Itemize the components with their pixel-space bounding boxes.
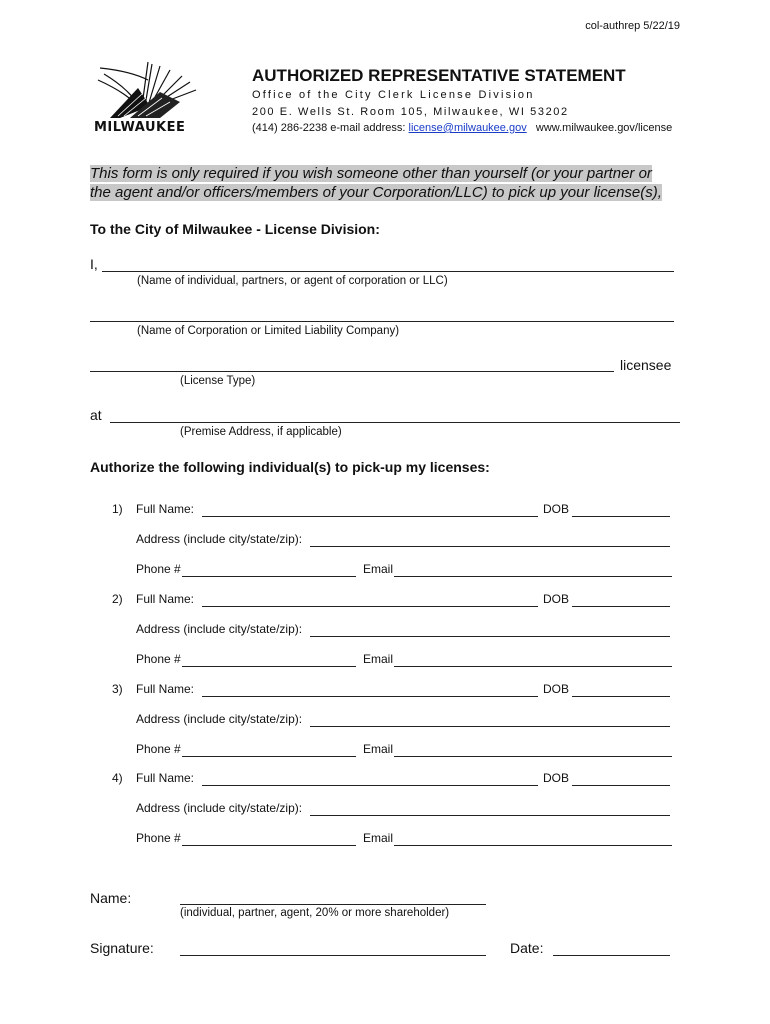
- authorize-heading: Authorize the following individual(s) to pick-up my licenses:: [90, 459, 490, 475]
- email-link[interactable]: license@milwaukee.gov: [408, 122, 527, 134]
- form-reference-code: col-authrep 5/22/19: [585, 20, 680, 32]
- address-field[interactable]: [310, 636, 670, 637]
- phone-field[interactable]: [182, 576, 356, 577]
- email-label: Email: [363, 742, 394, 756]
- full-name-label: Full Name:: [136, 682, 195, 696]
- website-link[interactable]: www.milwaukee.gov/license: [535, 122, 673, 134]
- individual-number: 3): [112, 682, 123, 696]
- address-field[interactable]: [310, 546, 670, 547]
- email-label: Email: [363, 652, 394, 666]
- corp-caption: (Name of Corporation or Limited Liability Company): [137, 325, 400, 337]
- name-label: Name:: [90, 890, 132, 906]
- i-prefix: I,: [90, 256, 98, 272]
- phone-label: Phone #: [136, 831, 181, 845]
- signer-name-field[interactable]: [180, 904, 486, 905]
- full-name-label: Full Name:: [136, 771, 195, 785]
- notice-text: This form is only required if you wish someone other than yourself (or your partner or the agent and/or officers/members of your Corporation/LLC) to pick up your license(s),: [90, 165, 662, 201]
- corporation-name-field[interactable]: [90, 321, 674, 322]
- salutation: To the City of Milwaukee - License Division:: [90, 221, 380, 237]
- premise-address-field[interactable]: [110, 422, 680, 423]
- license-type-caption: (License Type): [180, 375, 256, 387]
- full-name-label: Full Name:: [136, 502, 195, 516]
- full-name-label: Full Name:: [136, 592, 195, 606]
- license-type-field[interactable]: [90, 371, 614, 372]
- dob-label: DOB: [543, 502, 570, 516]
- full-name-field[interactable]: [202, 606, 538, 607]
- individual-number: 2): [112, 592, 123, 606]
- dob-field[interactable]: [572, 516, 670, 517]
- dob-field[interactable]: [572, 696, 670, 697]
- logo-wordmark: MILWAUKEE: [94, 120, 186, 135]
- contact-line: [252, 122, 672, 134]
- signature-label: Signature:: [90, 940, 154, 956]
- phone-field[interactable]: [182, 845, 356, 846]
- phone-email-prefix: (414) 286-2238 e-mail address:: [252, 122, 406, 134]
- phone-label: Phone #: [136, 562, 181, 576]
- full-name-field[interactable]: [202, 785, 538, 786]
- email-field[interactable]: [394, 756, 672, 757]
- signer-name-caption: (individual, partner, agent, 20% or more shareholder): [180, 907, 450, 919]
- signature-field[interactable]: [180, 955, 486, 956]
- dob-label: DOB: [543, 682, 570, 696]
- phone-field[interactable]: [182, 756, 356, 757]
- date-label: Date:: [510, 940, 544, 956]
- full-name-field[interactable]: [202, 516, 538, 517]
- email-label: Email: [363, 562, 394, 576]
- address-label: Address (include city/state/zip):: [136, 622, 303, 636]
- email-label: Email: [363, 831, 394, 845]
- dob-label: DOB: [543, 771, 570, 785]
- phone-label: Phone #: [136, 742, 181, 756]
- dob-field[interactable]: [572, 785, 670, 786]
- at-prefix: at: [90, 407, 102, 423]
- premise-caption: (Premise Address, if applicable): [180, 426, 342, 438]
- office-name: Office of the City Clerk License Division: [252, 89, 535, 101]
- individual-number: 1): [112, 502, 123, 516]
- email-field[interactable]: [394, 845, 672, 846]
- phone-field[interactable]: [182, 666, 356, 667]
- form-title: AUTHORIZED REPRESENTATIVE STATEMENT: [252, 66, 626, 85]
- address-field[interactable]: [310, 726, 670, 727]
- email-field[interactable]: [394, 576, 672, 577]
- address-label: Address (include city/state/zip):: [136, 801, 303, 815]
- address-field[interactable]: [310, 815, 670, 816]
- office-address: 200 E. Wells St. Room 105, Milwaukee, WI 53202: [252, 106, 569, 118]
- address-label: Address (include city/state/zip):: [136, 532, 303, 546]
- date-field[interactable]: [553, 955, 670, 956]
- individual-name-field[interactable]: [102, 271, 674, 272]
- email-field[interactable]: [394, 666, 672, 667]
- phone-label: Phone #: [136, 652, 181, 666]
- name-caption: (Name of individual, partners, or agent of corporation or LLC): [137, 275, 448, 287]
- dob-label: DOB: [543, 592, 570, 606]
- individual-number: 4): [112, 771, 123, 785]
- address-label: Address (include city/state/zip):: [136, 712, 303, 726]
- licensee-suffix: licensee: [620, 357, 672, 373]
- full-name-field[interactable]: [202, 696, 538, 697]
- dob-field[interactable]: [572, 606, 670, 607]
